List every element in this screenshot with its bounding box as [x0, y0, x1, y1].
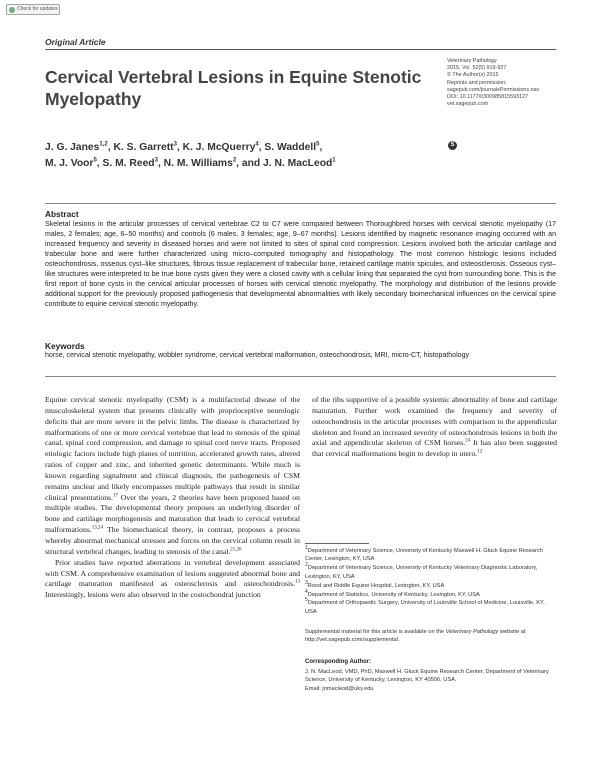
author-affiliation-sup: 3 [154, 157, 158, 164]
body-column-right [312, 395, 557, 460]
supplemental-text-pre: Supplemental material for this article is available on the [305, 629, 446, 635]
author-separator: , [319, 142, 323, 153]
author-name: J. N. MacLeod [263, 158, 333, 169]
author-affiliation-sup: 5 [93, 157, 97, 164]
author-separator: , [176, 142, 183, 153]
author-separator: , [96, 158, 103, 169]
author-separator: , [258, 142, 265, 153]
body-text: It has also been suggested that cervical malformations begin to develop in utero. [312, 438, 557, 459]
abstract-rule [45, 203, 556, 204]
body-text: Interestingly, lesions were also observed in the costochondral junction [45, 590, 261, 600]
author-name: J. G. Janes [45, 142, 100, 153]
author-affiliation-sup: 1,2 [99, 141, 108, 148]
corresponding-author-email[interactable]: Email: jnmacleod@uky.edu [305, 685, 374, 692]
body-text: The biomechanical theory, in contrast, proposes a process whereby abnormal mechanical stresses and forces on the cervical column result in structural vertebral changes, leading to stenosis of the canal. [45, 525, 300, 556]
citation-ref[interactable]: 13 [295, 579, 300, 585]
affiliation-text: Department of Orthopaedic Surgery, University of Louisville School of Medicine, Louisville, KY, USA [305, 600, 545, 615]
citation-ref[interactable]: 17 [112, 493, 118, 499]
author-separator: , and [236, 158, 264, 169]
affiliation-item [305, 579, 557, 590]
supplemental-journal: Veterinary Pathology [445, 629, 499, 635]
author-affiliation-sup: 4 [255, 141, 259, 148]
citation-ref[interactable]: 12 [477, 449, 483, 455]
affiliation-item [305, 599, 557, 616]
citation-ref[interactable]: 24 [465, 438, 471, 444]
journal-info-line: Reprints and permission: [447, 79, 507, 86]
citation-ref[interactable]: 21,26 [230, 547, 242, 553]
body-text: Equine cervical stenotic myelopathy (CSM) is a multifactorial disease of the musculoskeletal system that presents clinically with proprioceptive neurologic deficits that are more severe in the pelvic limbs. The disease is characterized by malformations of one or more cervical vertebrae that lead to stenosis of the spinal canal, spinal cord compression, and damage to spinal cord nerve tracts. Proposed etiologic factors include high planes of nutrition, accelerated growth rates, altered ratios of copper and zinc, and inherited genetic determinants. While much is known regarding signalment and clinical diagnosis, the pathogenesis of CSM remains unclear and likely encompasses multiple pathways that result in similar clinical presentations. [45, 395, 300, 502]
body-paragraph [312, 395, 557, 460]
corresponding-author-text: J. N. MacLeod, VMD, PhD, Maxwell H. Gluck Equine Research Center, Department of Veterinary Science, University of Kentucky, Lexington, KY 40506, USA. [305, 669, 549, 684]
affiliation-number: 5 [305, 597, 308, 604]
article-type-label: Original Article [45, 37, 106, 47]
author-line [45, 156, 435, 172]
keywords-heading: Keywords [45, 341, 85, 351]
check-for-updates-badge[interactable] [6, 4, 60, 15]
author-name: S. Waddell [264, 142, 317, 153]
affiliation-number: 2 [305, 562, 308, 569]
affiliation-number: 4 [305, 588, 308, 595]
affiliation-item [305, 588, 557, 599]
affiliation-item [305, 547, 557, 564]
journal-info [447, 58, 567, 108]
author-list [45, 140, 435, 172]
corresponding-author-heading: Corresponding Author: [305, 659, 372, 665]
check-icon [9, 7, 15, 13]
body-text: Prior studies have reported aberrations in vertebral development associated with CSM. A comprehensive examination of lesions suggested abnormal bone and cartilage maturation manifested as osteosclerosis and osteochondrosis. [45, 557, 300, 589]
author-separator: , [157, 158, 164, 169]
affiliation-number: 3 [305, 579, 308, 586]
affiliation-item [305, 564, 557, 581]
body-text: Over the years, 2 theories have been proposed based on multiple studies. The developmental theory proposes an underlying disorder of bone and cartilage morphogenesis and maturation that leads to cervical vertebral malformations. [45, 492, 300, 535]
check-for-updates-label: Check for updates [17, 6, 58, 12]
journal-info-line: 2015, Vol. 52(5) 919-927 [447, 65, 507, 72]
journal-info-link[interactable]: sagepub.com/journalsPermissions.nav [447, 86, 540, 93]
affiliation-text: Department of Statistics, University of Kentucky, Lexington, KY, USA [307, 591, 480, 598]
body-column-left [45, 395, 300, 601]
affiliation-number: 1 [305, 545, 308, 552]
body-paragraph [45, 558, 300, 601]
abstract-heading: Abstract [45, 209, 79, 219]
author-affiliation-sup: 2 [232, 157, 237, 164]
author-name: S. M. Reed [102, 158, 155, 169]
keywords-text: horse, cervical stenotic myelopathy, wobbler syndrome, cervical vertebral malformation, osteochondrosis, MRI, micro-CT, histopathology [45, 352, 470, 359]
keywords-rule [45, 376, 556, 377]
author-name: K. J. McQuerry [182, 142, 256, 153]
author-affiliation-sup: 3 [173, 141, 177, 148]
body-paragraph [45, 395, 300, 558]
affiliation-text: Rood and Riddle Equine Hospital, Lexington, KY, USA [307, 582, 445, 589]
affiliation-text: Department of Veterinary Science, University of Kentucky Veterinary Diagnostic Laboratory, Lexington, KY, USA [305, 565, 538, 580]
journal-info-line: © The Author(s) 2015 [447, 72, 499, 79]
journal-info-line: Veterinary Pathology [447, 58, 497, 64]
author-affiliation-sup: 5 [316, 141, 320, 148]
author-name: K. S. Garrett [113, 142, 174, 153]
corresponding-author [305, 668, 557, 693]
sage-logo-icon: S [448, 141, 457, 150]
author-name: M. J. Voor [45, 158, 94, 169]
abstract-text: Skeletal lesions in the articular processes of cervical vertebrae C2 to C7 were compared between Thoroughbred horses with cervical stenotic myelopathy (17 males, 2 females; age, 6–50 months) and controls (6 males, 3 females; age, 9–67 months). Lesions identified by magnetic resonance imaging occurred with an increased frequency and severity in diseased horses and were not limited to sites of spinal cord compression. Lesions involved both the articular cartilage and trabecular bone and were further characterized using micro–computed tomography and histopathology. The most common histologic lesions included osteochondrosis, osseous cyst–like structures, fibrous tissue replacement of trabecular bone, retained cartilage matrix spicules, and osteosclerosis. Osseous cyst–like structures were interpreted to be true bone cysts given they were a closed cavity with a cellular lining that separated the cyst from surrounding bone. This is the first report of bone cysts in the cervical articular processes of horses with cervical stenotic myelopathy. The morphology and distribution of the lesions provide additional support for the previously proposed pathogenesis that developmental abnormalities with likely secondary biomechanical influences on the cervical spine contribute to equine cervical stenotic myelopathy. [45, 221, 556, 308]
article-title: Cervical Vertebral Lesions in Equine Stenotic Myelopathy [45, 67, 422, 109]
doi-link[interactable]: DOI: 10.1177/0300985815593127 [447, 94, 529, 101]
affiliations [305, 547, 557, 617]
footnote-rule [305, 543, 369, 544]
supplemental-text-post: website at http://vet.sagepub.com/supplemental. [305, 629, 526, 644]
citation-ref[interactable]: 13,24 [91, 525, 104, 531]
body-text: of the ribs supportive of a possible systemic abnormality of bone and cartilage maturation. Further work examined the frequency and severity of osteochondrosis in the articular processes with comparison to the appendicular skeleton and found an increased severity of osteochondrosis lesions in both the axial and appendicular skeleton of CSM horses. [312, 395, 557, 448]
author-name: N. M. Williams [163, 158, 233, 169]
affiliation-text: Department of Veterinary Science, University of Kentucky Maxwell H. Gluck Equine Research Center, Lexington, KY, USA [305, 548, 543, 563]
supplemental-note [305, 628, 557, 645]
author-line [45, 140, 435, 156]
author-affiliation-sup: 1 [332, 157, 336, 164]
author-separator: , [107, 142, 114, 153]
journal-website-link[interactable]: vet.sagepub.com [447, 101, 489, 108]
header-rule [45, 49, 556, 50]
